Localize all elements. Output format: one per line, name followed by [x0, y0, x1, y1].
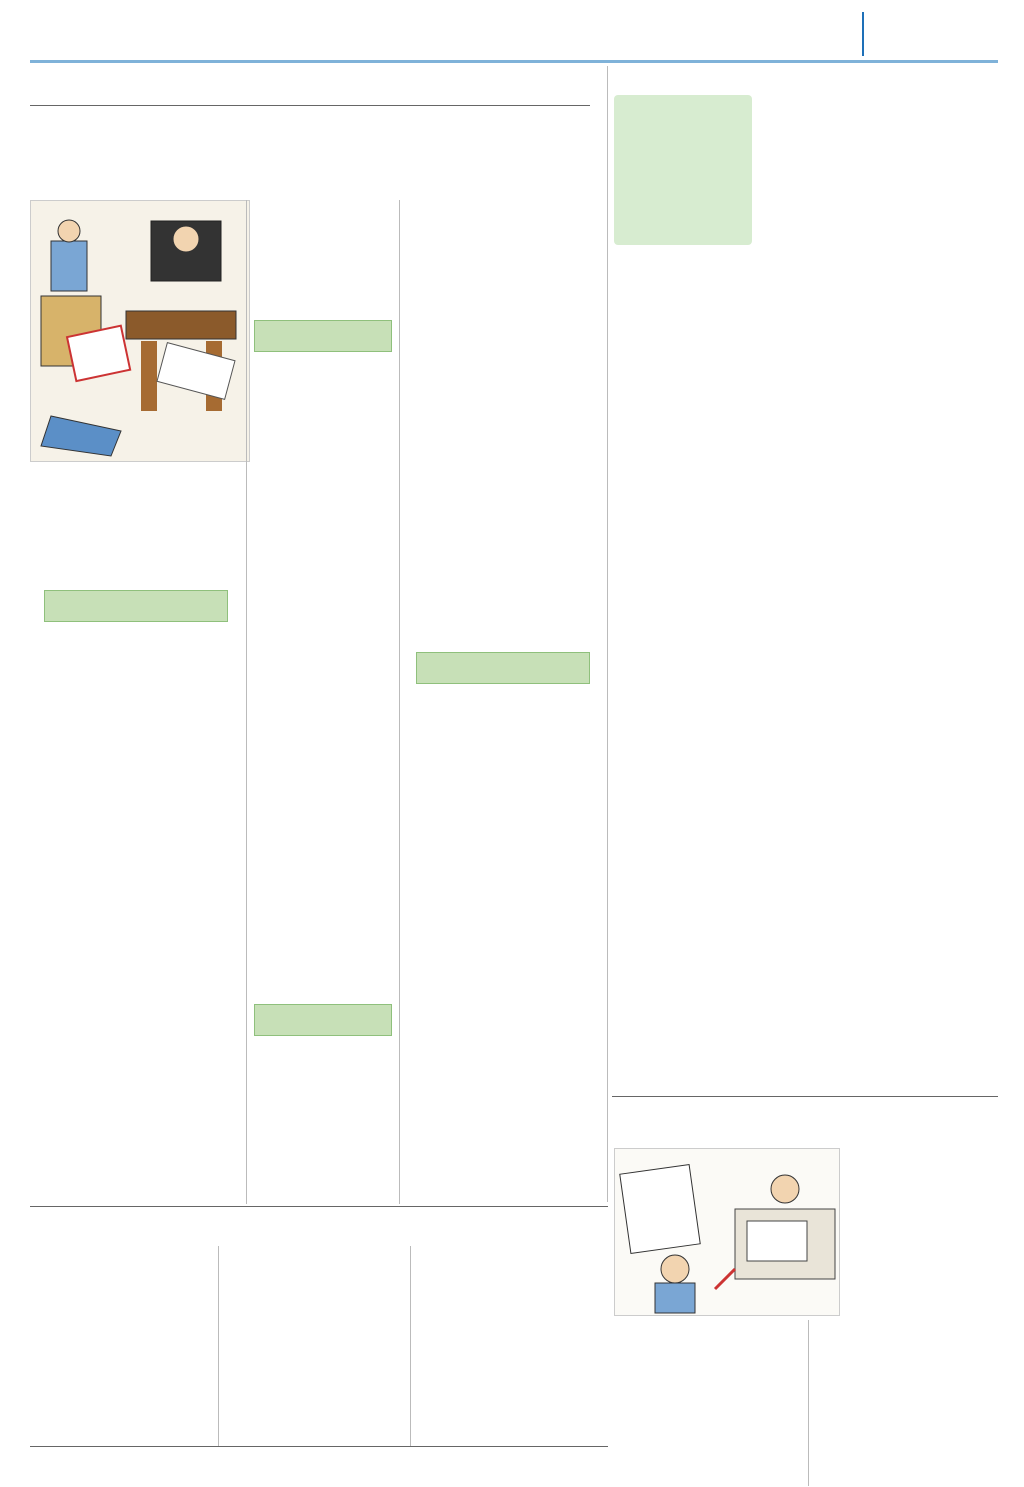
col-divider [218, 1246, 219, 1446]
article3-col1 [30, 1246, 214, 1446]
article4-ruling-text [614, 1460, 804, 1486]
article1-illustration [30, 200, 250, 462]
article1-col3-ruling [403, 428, 603, 650]
article2-col1-body [622, 468, 762, 1030]
masthead-divider [862, 12, 864, 56]
article4-mid-text [812, 1322, 996, 1378]
col-divider [246, 200, 247, 1204]
masthead-rule [30, 60, 998, 63]
col-divider [607, 66, 608, 1202]
article4-illustration [614, 1148, 840, 1316]
article1-subhead-4 [416, 652, 590, 684]
article3-col3 [414, 1246, 604, 1446]
article4-case-text [614, 1334, 804, 1446]
masthead [0, 0, 1024, 70]
reading-tip-box [614, 95, 752, 245]
article1-kicker-rule [30, 105, 590, 106]
article1-col3-text [403, 232, 603, 424]
article2-col1-intro [622, 255, 762, 450]
article1-subhead-3 [254, 1004, 392, 1036]
article1-col2-case2 [250, 1040, 396, 1202]
article1-col3-case [403, 688, 603, 898]
article2-col2-body2 [764, 618, 996, 1088]
article1-col2-text [250, 232, 396, 320]
section-rule [30, 1206, 608, 1207]
col-divider [410, 1246, 411, 1446]
article1-subhead-2 [254, 320, 392, 352]
article1-col3-ruling2 [403, 900, 603, 1202]
article3-col2 [222, 1246, 406, 1446]
leave-request-illustration [615, 1149, 840, 1316]
col-divider [808, 1320, 809, 1486]
col-divider [399, 200, 400, 1204]
article1-col1-intro [30, 466, 243, 586]
article1-col1-case [30, 627, 243, 1057]
court-illustration [31, 201, 250, 462]
article4-right-col [846, 1148, 996, 1320]
article1-col2-case [250, 358, 396, 828]
article5-frame [30, 1446, 608, 1447]
article4-law-text [812, 1393, 996, 1486]
article1-col1-ruling [30, 1060, 243, 1202]
section-rule [612, 1096, 998, 1097]
article2-col2-body [860, 95, 996, 570]
article1-subhead-1 [44, 590, 228, 622]
